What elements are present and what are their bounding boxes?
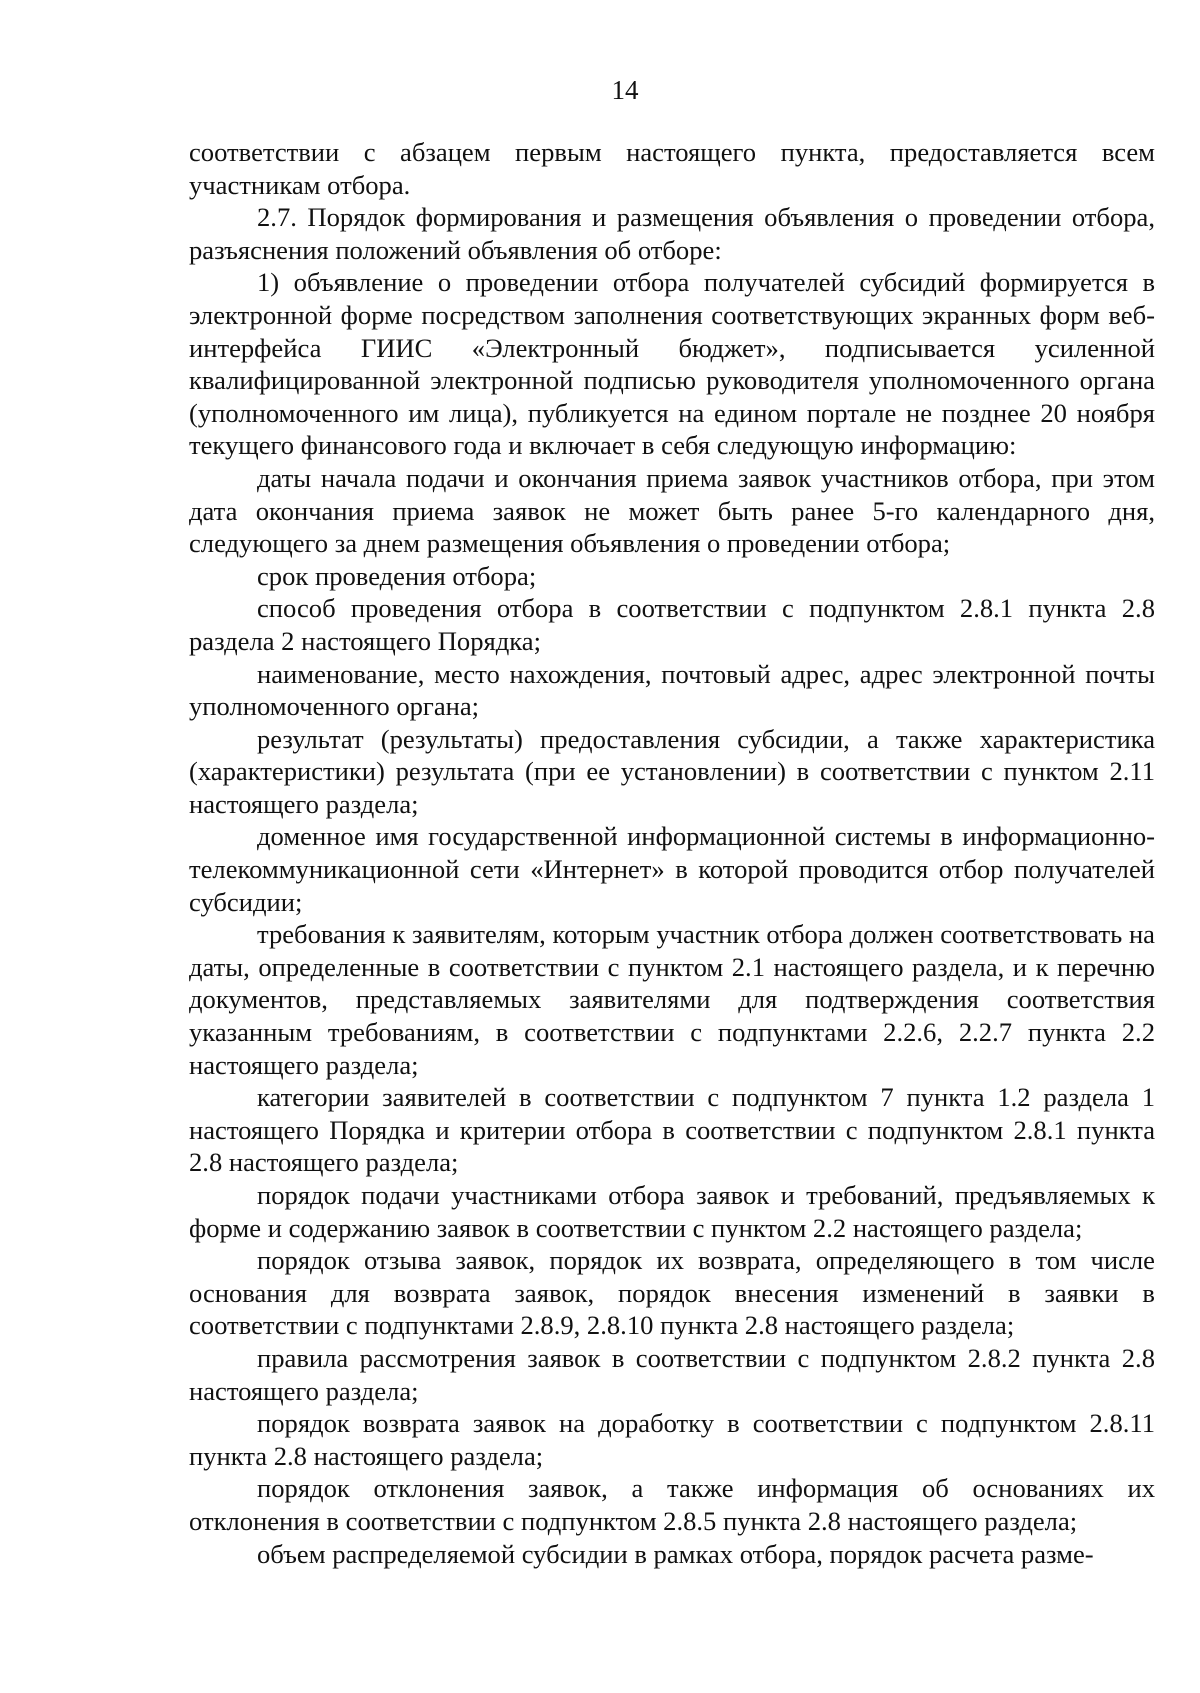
paragraph-continuation: соответствии с абзацем первым настоящего пункта, предоставляется всем участникам отбора. [189,137,1155,200]
list-item-review-rules: правила рассмотрения заявок в соответствии с подпунктом 2.8.2 пункта 2.8 настоящего раздела; [189,1342,1155,1406]
list-item-domain-name: доменное имя государственной информационной системы в информационно-телекоммуникационной сети «Интернет» в которой проводится отбор получателей субсидии; [189,821,1155,917]
document-body [189,136,1155,1570]
page-number: 14 [611,75,639,105]
list-item-withdrawal-order: порядок отзыва заявок, порядок их возврата, определяющего в том числе основания для возврата заявок, порядок внесения изменений в заявки в соответствии с подпунктами 2.8.9, 2.8.10 пункта 2.8 настоящего раздела; [189,1245,1155,1341]
list-item-method: способ проведения отбора в соответствии с подпунктом 2.8.1 пункта 2.8 раздела 2 настоящего Порядка; [189,593,1155,656]
list-item-subsidy-volume: объем распределяемой субсидии в рамках отбора, порядок расчета разме- [257,1538,1094,1569]
list-item-result: результат (результаты) предоставления субсидии, а также характеристика (характеристики) результата (при ее установлении) в соответствии с пунктом 2.11 настоящего раздела; [189,723,1155,819]
list-item-revision-order: порядок возврата заявок на доработку в соответствии с подпунктом 2.8.11 пункта 2.8 настоящего раздела; [189,1408,1155,1471]
list-item-submission-order: порядок подачи участниками отбора заявок и требований, предъявляемых к форме и содержанию заявок в соответствии с пунктом 2.2 настоящего раздела; [189,1180,1155,1243]
paragraph-item-1: 1) объявление о проведении отбора получателей субсидий формируется в электронной форме посредством заполнения соответствующих экранных форм веб-интерфейса ГИИС «Электронный бюджет», подписывается усиленной квалифицированной электронной подписью руководителя уполномоченного органа (уполномоченного им лица), публикуется на едином портале не позднее 20 ноября текущего финансового года и включает в себя следующую информацию: [189,267,1155,461]
list-item-requirements: требования к заявителям, которым участник отбора должен соответствовать на даты, определенные в соответствии с пунктом 2.1 настоящего раздела, и к перечню документов, представляемых заявителями для подтверждения соответствия указанным требованиям, в соответствии с подпунктами 2.2.6, 2.2.7 пункта 2.2 настоящего раздела; [189,919,1155,1080]
list-item-organization: наименование, место нахождения, почтовый адрес, адрес электронной почты уполномоченного органа; [189,658,1155,722]
list-item-term: срок проведения отбора; [257,560,537,591]
list-item-categories: категории заявителей в соответствии с подпунктом 7 пункта 1.2 раздела 1 настоящего Порядка и критерии отбора в соответствии с подпунктом 2.8.1 пункта 2.8 настоящего раздела; [189,1082,1155,1178]
list-item-rejection-order: порядок отклонения заявок, а также информация об основаниях их отклонения в соответствии с подпунктом 2.8.5 пункта 2.8 настоящего раздела; [189,1473,1155,1536]
paragraph-section-2-7: 2.7. Порядок формирования и размещения объявления о проведении отбора, разъяснения положений объявления об отборе: [189,202,1155,265]
list-item-dates: даты начала подачи и окончания приема заявок участников отбора, при этом дата окончания приема заявок не может быть ранее 5-го календарного дня, следующего за днем размещения объявления о проведении отбора; [189,462,1155,559]
